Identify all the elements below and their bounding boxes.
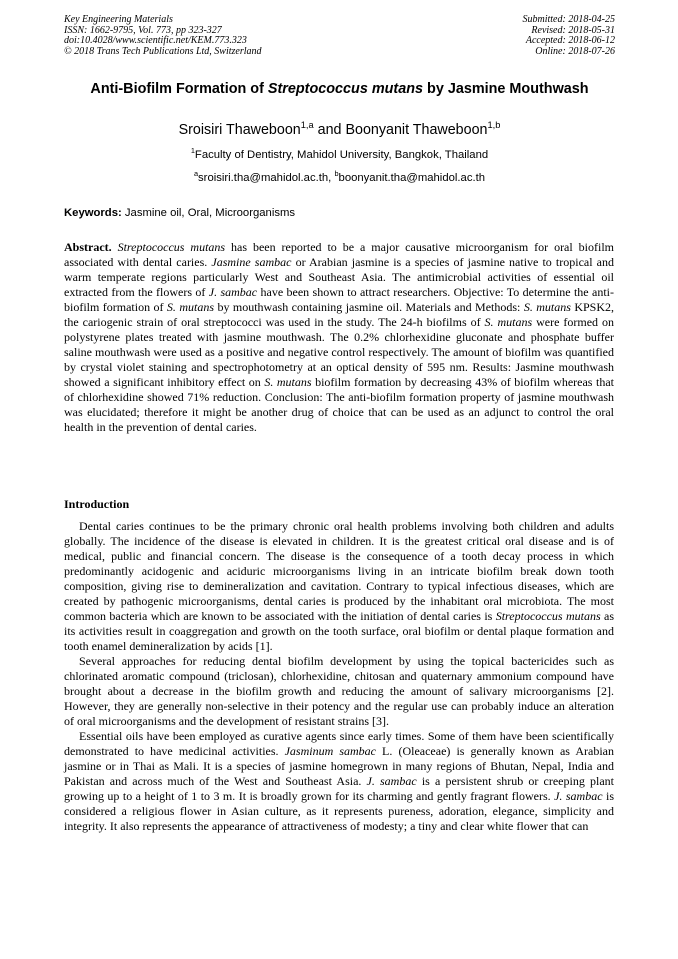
abstract-text: has been reported to be a major causative microorganism for oral biofilm associated with dental caries. — [64, 240, 614, 269]
section-heading-introduction: Introduction — [64, 497, 130, 511]
journal-issn: ISSN: 1662-9795, Vol. 773, pp 323-327 — [64, 24, 222, 36]
title-part1: Anti-Biofilm Formation of — [90, 81, 268, 97]
introduction-body — [64, 519, 614, 834]
author-1: Sroisiri Thaweboon — [178, 122, 301, 138]
affiliation-number: 1 — [190, 146, 195, 156]
author-2: Boonyanit Thaweboon — [345, 122, 488, 138]
abstract-text: were formed on polystyrene plates treated with jasmine mouthwash. The 0.2% chlorhexidine gluconate and phosphate buffer saline mouthwash were used as a positive and negative control respectively. The amount of biofilm was quantified by crystal violet staining and spectrophotometry at an optical density of 595 nm. Results: Jasmine mouthwash showed a significant inhibitory effect on — [64, 315, 615, 389]
journal-doi[interactable]: doi:10.4028/www.scientific.net/KEM.773.323 — [64, 35, 247, 47]
abstract-text: KPSK2, the cariogenic strain of oral streptococci was used in the study. The 24-h biofilms of — [64, 300, 615, 329]
dates-header — [523, 15, 616, 57]
journal-header — [64, 15, 262, 57]
date-online: Online: 2018-07-26 — [535, 45, 615, 57]
abstract-species: Jasmine sambac — [211, 255, 292, 269]
paragraph-text: Several approaches for reducing dental biofilm development by using the topical bactericides such as chlorinated aromatic compound (triclosan), chlorhexidine, chitosan and quaternary ammonium compound have brought about a decrease in the biofilm growth and reducing the amount of salivary microorganisms [2]. However, they are generally non-selective in their potency and the regular use can probably induce an alteration of oral microorganisms and the development of resistant strains [3]. — [64, 654, 614, 728]
paragraph-species: J. sambac — [366, 774, 417, 788]
author-conjunction: and — [313, 122, 346, 138]
email-b[interactable]: boonyanit.tha@mahidol.ac.th — [338, 172, 486, 184]
paragraph-text: is considered a religious flower in Asian culture, as it represents pureness, adoration, elegance, simplicity and integrity. It also represents the appearance of attractiveness of modesty; a tiny and clear white flower that can — [64, 789, 614, 833]
keywords-label: Keywords: — [64, 207, 122, 219]
intro-paragraph-3 — [64, 729, 614, 834]
affiliation — [64, 148, 615, 162]
abstract-text: have been shown to attract researchers. Objective: To determine the anti-biofilm formation of — [64, 285, 614, 314]
affiliation-text: Faculty of Dentistry, Mahidol University, Bangkok, Thailand — [194, 149, 489, 161]
abstract-species: S. mutans — [523, 300, 571, 314]
paragraph-species: Jasminum sambac — [284, 744, 376, 758]
paragraph-species: Streptococcus mutans — [495, 609, 601, 623]
email-a[interactable]: sroisiri.tha@mahidol.ac.th, — [198, 172, 335, 184]
abstract-species: S. mutans — [166, 300, 215, 314]
date-submitted: Submitted: 2018-04-25 — [522, 14, 615, 25]
author-emails — [64, 171, 615, 185]
paragraph-text: is a persistent shrub or creeping plant growing up to a height of 1 to 3 m. It is broadly grown for its charming and gently fragrant flowers. — [64, 774, 614, 803]
email-b-marker: b — [334, 169, 339, 179]
email-a-marker: a — [193, 169, 199, 179]
paper-title — [64, 81, 615, 98]
author-list — [64, 121, 615, 139]
date-accepted: Accepted: 2018-06-12 — [525, 35, 615, 47]
abstract-species: S. mutans — [484, 315, 533, 329]
paragraph-text: as its activities result in coaggregation and growth on the tooth surface, oral biofilm or dental plaque formation and tooth enamel demineralization by acids [1]. — [64, 609, 614, 653]
abstract-species: J. sambac — [208, 285, 258, 299]
abstract — [64, 240, 614, 435]
abstract-species: S. mutans — [264, 375, 312, 389]
paragraph-text: Essential oils have been employed as curative agents since early times. Some of them have been scientifically demonstrated to have medicinal activities. — [64, 729, 614, 758]
paragraph-species: J. sambac — [554, 789, 603, 803]
author-2-affil: 1,b — [487, 120, 501, 131]
intro-paragraph-2 — [64, 654, 614, 729]
abstract-text: biofilm formation by decreasing 43% of biofilm whereas that of chlorhexidine showed 71% reduction. Conclusion: The anti-biofilm formation property of jasmine mouthwash was elucidated; therefore it might be another drug of choice that can be used as an adjunct to control the oral health in the prevention of dental caries. — [64, 375, 615, 434]
abstract-species: Streptococcus mutans — [117, 240, 226, 254]
journal-copyright: © 2018 Trans Tech Publications Ltd, Switzerland — [64, 45, 262, 57]
abstract-text: by mouthwash containing jasmine oil. Materials and Methods: — [214, 300, 524, 314]
intro-paragraph-1 — [64, 519, 614, 654]
journal-name: Key Engineering Materials — [64, 14, 173, 25]
title-species: Streptococcus mutans — [267, 81, 424, 97]
abstract-label: Abstract. — [64, 240, 112, 254]
author-1-affil: 1,a — [300, 120, 314, 131]
paragraph-text: L. (Oleaceae) is generally known as Arabian jasmine or in Thai as Mali. It is a species of jasmine homegrown in many regions of Bhutan, Nepal, India and Pakistan and across much of the West and Southeast Asia. — [64, 744, 615, 788]
title-part2: by Jasmine Mouthwash — [423, 81, 589, 97]
abstract-text: or Arabian jasmine is a species of jasmine native to tropical and warm temperate regions particularly West and Southeast Asia. The antimicrobial activities of essential oil extracted from the flowers of — [64, 255, 614, 299]
date-revised: Revised: 2018-05-31 — [531, 24, 615, 36]
keywords — [64, 206, 615, 220]
keywords-text: Jasmine oil, Oral, Microorganisms — [121, 207, 296, 219]
paragraph-text: Dental caries continues to be the primary chronic oral health problems involving both children and adults globally. The incidence of the disease is elevated in children. It is the greatest critical oral disease and is of medical, public and financial concern. The disease is the consequence of a tooth decay process in which predominantly acidogenic and aciduric microorganisms living in an intricate biofilm break down tooth composition, giving rise to demineralization and cavitation. Contrary to typical infectious diseases, which are created by pathogenic microorganisms, dental caries is produced by the inhabitant oral microbiota. The most common bacteria which are known to be associated with the initiation of dental caries is — [64, 519, 614, 623]
